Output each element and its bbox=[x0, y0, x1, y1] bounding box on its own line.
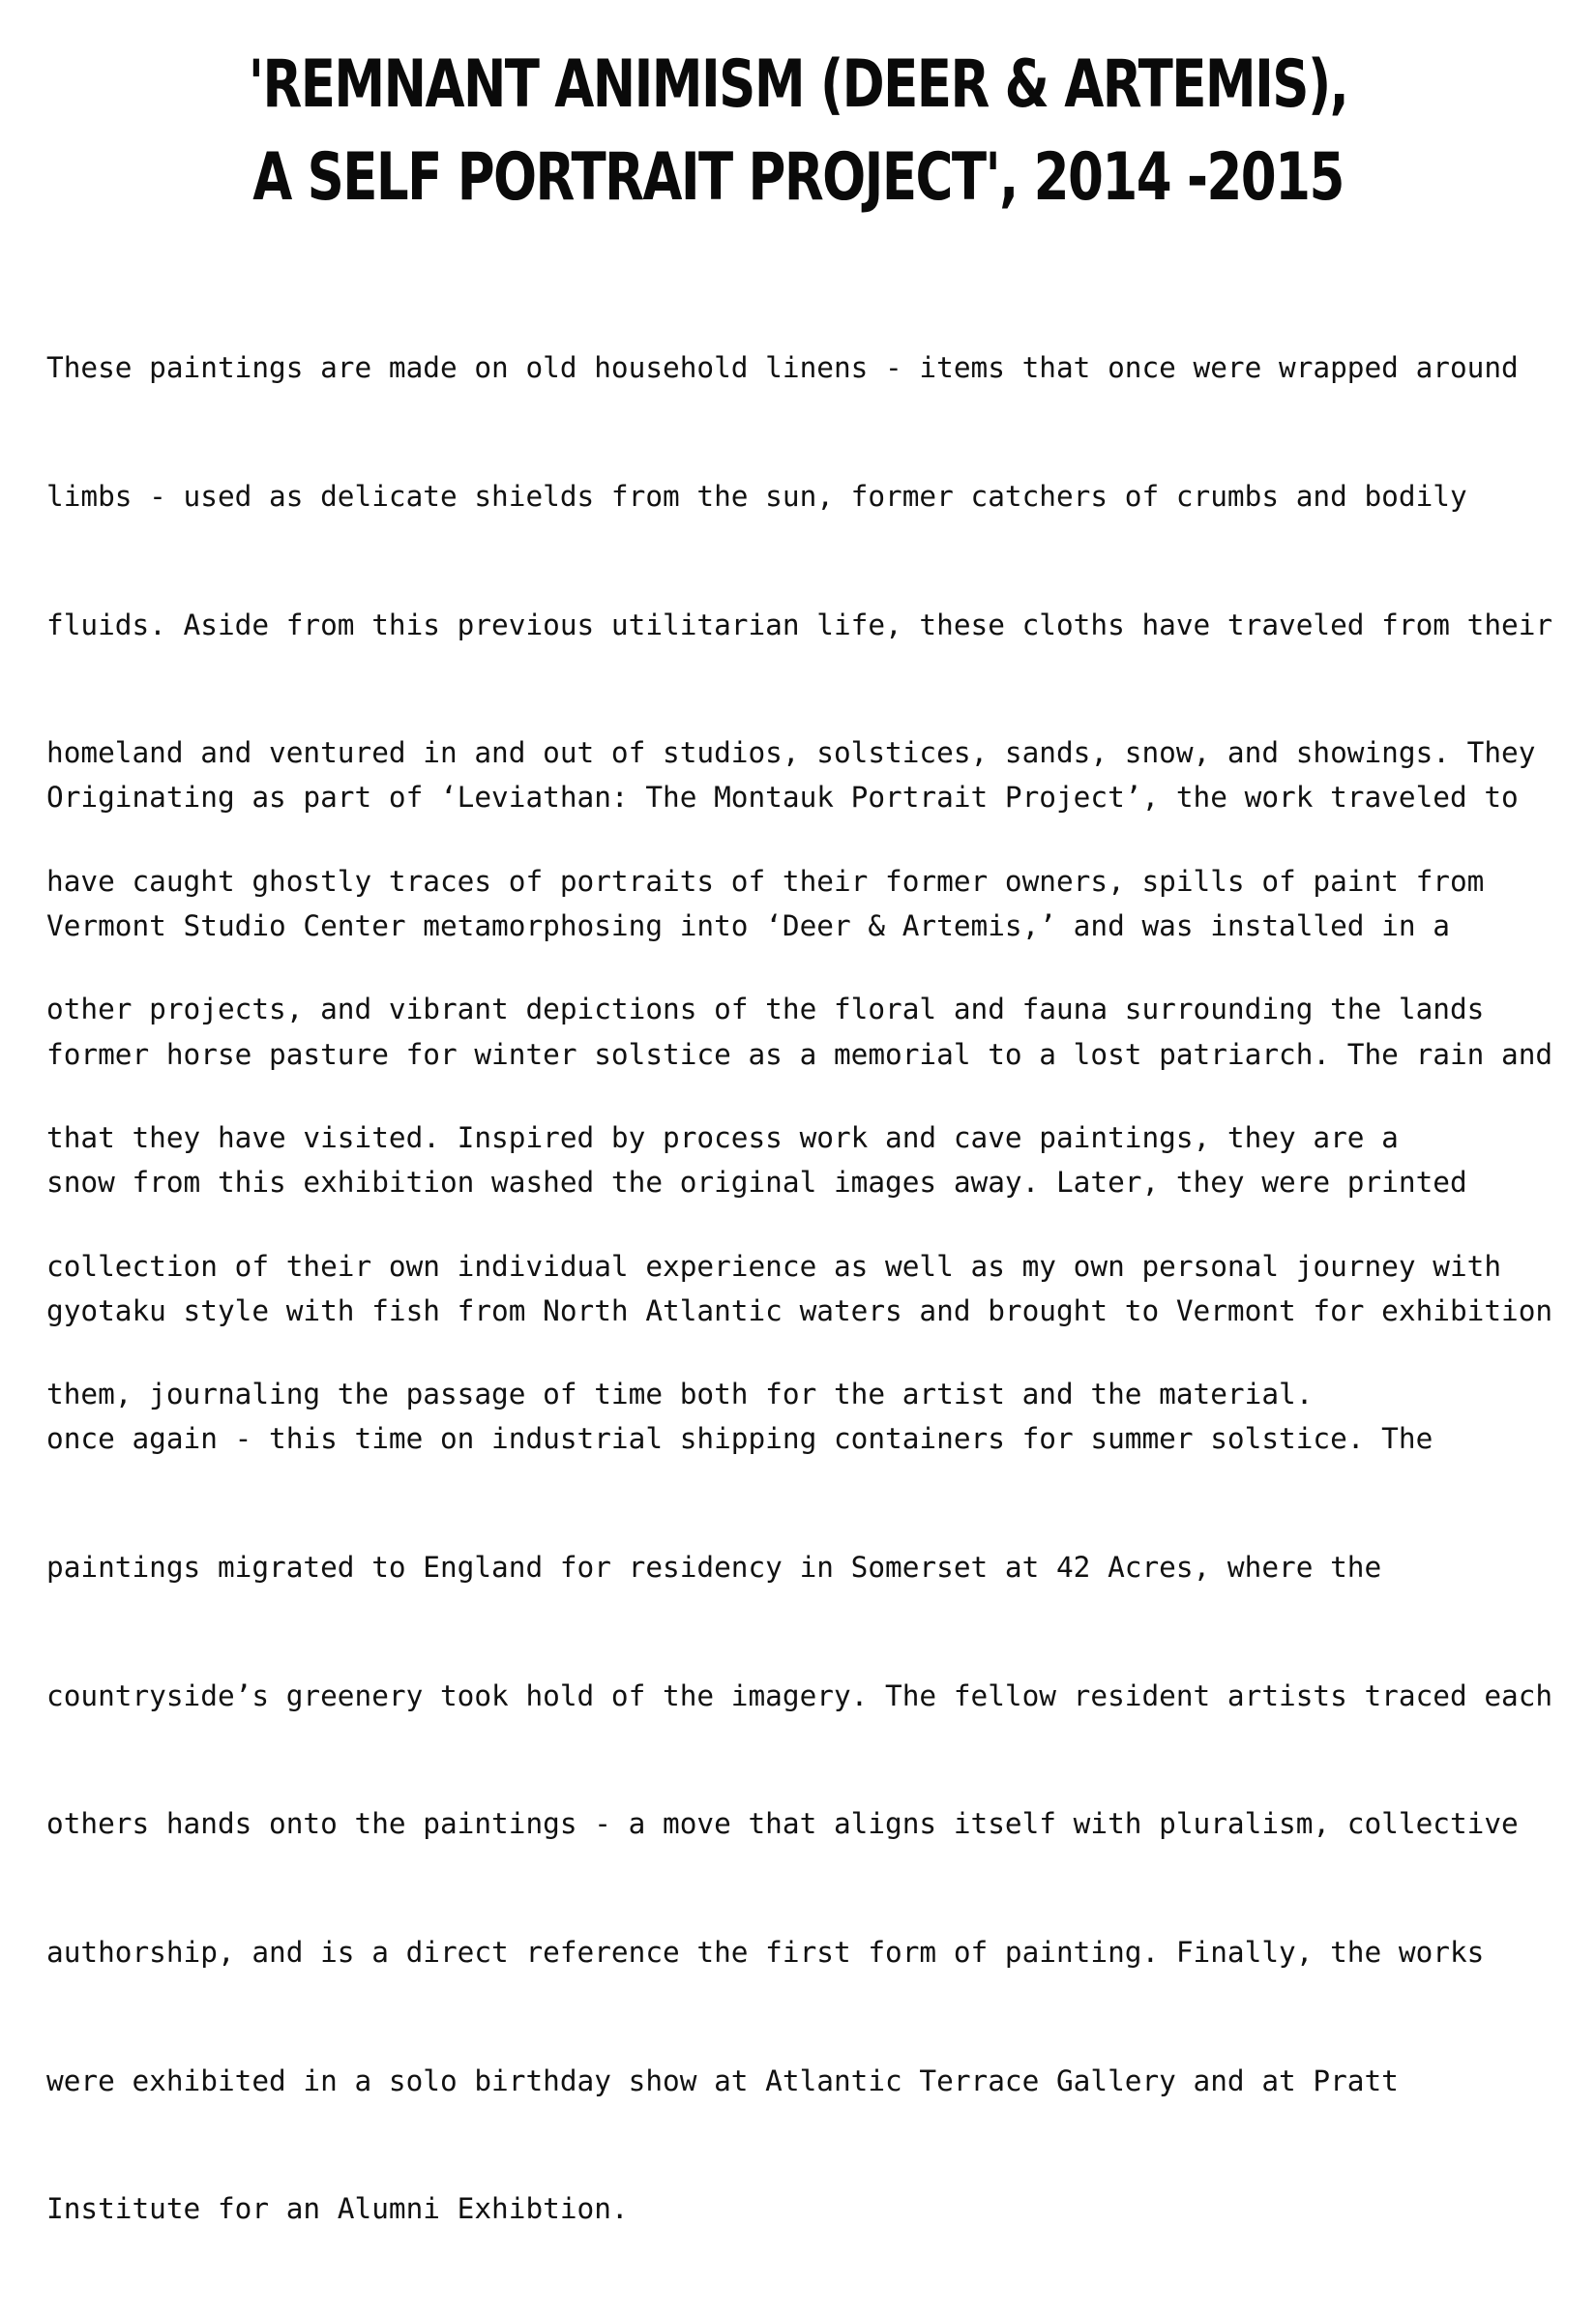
paragraph-line: gyotaku style with fish from North Atlantic waters and brought to Vermont for exhibition bbox=[46, 1293, 1553, 1327]
paragraph-line: homeland and ventured in and out of studios, solstices, sands, snow, and showings. They bbox=[46, 736, 1536, 770]
title-line-2: A SELF PORTRAIT PROJECT', 2014 -2015 bbox=[252, 139, 1344, 216]
paragraph-line: former horse pasture for winter solstice as a memorial to a lost patriarch. The rain and bbox=[46, 1037, 1553, 1071]
paragraph-line: fluids. Aside from this previous utilitarian life, these cloths have traveled from their bbox=[46, 608, 1553, 641]
paragraph-line: have caught ghostly traces of portraits of their former owners, spills of paint from bbox=[46, 864, 1485, 898]
paragraph-line: collection of their own individual experience as well as my own personal journey with bbox=[46, 1249, 1502, 1283]
page-title bbox=[0, 39, 1596, 224]
paragraph-line: others hands onto the paintings - a move that aligns itself with pluralism, collective bbox=[46, 1807, 1519, 1841]
paragraph-line: limbs - used as delicate shields from the sun, former catchers of crumbs and bodily bbox=[46, 480, 1467, 514]
paragraph-2 bbox=[46, 691, 1565, 2316]
paragraph-line: snow from this exhibition washed the original images away. Later, they were printed bbox=[46, 1166, 1467, 1200]
paragraph-line: authorship, and is a direct reference the first form of painting. Finally, the works bbox=[46, 1935, 1485, 1969]
paragraph-line: that they have visited. Inspired by process work and cave paintings, they are a bbox=[46, 1121, 1399, 1155]
title-line-1: 'REMNANT ANIMISM (DEER & ARTEMIS), bbox=[248, 46, 1348, 123]
paragraph-line: paintings migrated to England for residency in Somerset at 42 Acres, where the bbox=[46, 1551, 1382, 1585]
paragraph-line: them, journaling the passage of time both for the artist and the material. bbox=[46, 1378, 1314, 1411]
paragraph-line: Vermont Studio Center metamorphosing into ‘Deer & Artemis,’ and was installed in a bbox=[46, 909, 1450, 943]
paragraph-line: These paintings are made on old household linens - items that once were wrapped around bbox=[46, 351, 1519, 385]
paragraph-line: Institute for an Alumni Exhibtion. bbox=[46, 2192, 629, 2226]
paragraph-line: once again - this time on industrial shipping containers for summer solstice. The bbox=[46, 1422, 1433, 1456]
paragraph-line: were exhibited in a solo birthday show at Atlantic Terrace Gallery and at Pratt bbox=[46, 2064, 1399, 2097]
paragraph-line: other projects, and vibrant depictions of the floral and fauna surrounding the lands bbox=[46, 993, 1485, 1026]
paragraph-line: countryside’s greenery took hold of the imagery. The fellow resident artists traced each bbox=[46, 1678, 1553, 1712]
paragraph-line: Originating as part of ‘Leviathan: The Montauk Portrait Project’, the work traveled to bbox=[46, 781, 1519, 815]
